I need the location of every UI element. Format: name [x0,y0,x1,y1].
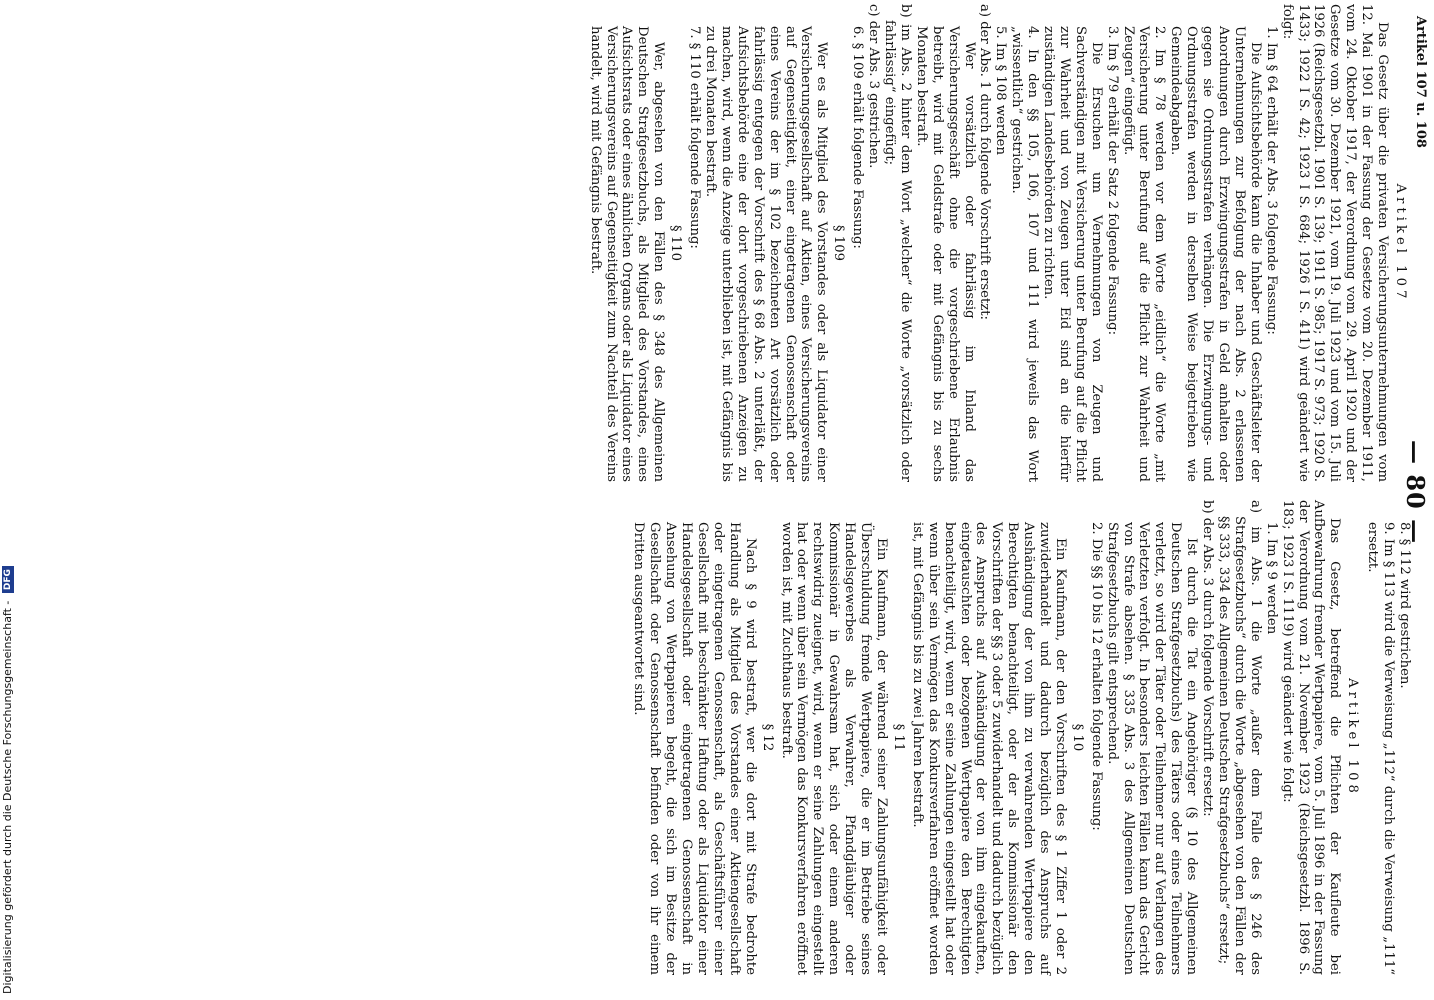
numbered-item: 2. Im § 78 werden vor dem Worte „eidlich“ die Worte „mit Versicherung unter Berufung auf die Pflicht zur Wahrheit und Zeugen“ eingefügt. [1120,26,1168,482]
quoted-provision: Wer es als Mitglied des Vorstandes oder als Liquidator einer Versicherungsgesellschaft auf Aktien, eines Versicherungsvereins auf Gegenseitigkeit, einer eingetragenen Genossenschaft oder eines Vereins der im § 102 bezeichneten Art vorsätzlich oder fahrlässig entgegen der Vorschrift des § 68 Abs. 2 unterläßt, der Aufsichtsbehörde eine der dort vorgeschriebenen Anzeigen zu machen, wird, wenn die Anzeige unterblieben ist, mit Gefängnis bis zu drei Monaten bestraft. [703,26,830,482]
sub-item: a) der Abs. 1 durch folgende Vorschrift ersetzt: [977,4,993,320]
numbered-item: 8. § 112 wird gestrichen. [1397,522,1412,689]
numbered-item: 9. Im § 113 wird die Verweisung „112“ durch die Verweisung „111“ ersetzt. [1365,522,1397,975]
quoted-provision: Wer vorsätzlich oder fahrlässig im Inland das Versicherungsgeschäft ohne die vorgeschriebene Erlaubnis betreibt, wird mit Geldstrafe oder mit Gefängnis bis zu sechs Monaten bestraft. [913,26,977,482]
section-heading: § 12 [759,723,775,752]
quoted-provision: Wer, abgesehen von den Fällen des § 348 des Allgemeinen Deutschen Strafgesetzbuchs, als Mitglied des Vorstandes, eines Aufsichtsrats oder eines ähnlichen Organs oder als Liquidator eines Versicherungsvereins auf Gegenseitigkeit zum Nachteil des Vereins handelt, wird mit Gefängnis bestraft. [587,26,667,482]
digitization-footer [0,0,16,1000]
numbered-item: 6. § 109 erhält folgende Fassung: [850,26,866,249]
left-column [587,4,1412,482]
footer-text: Digitalisierung gefördert durch die Deutsche Forschungsgemeinschaft - [1,600,14,994]
right-column [631,500,1413,975]
quoted-provision: Die Ersuchen um Vernehmungen von Zeugen und Sachverständigen mit Versicherung unter Berufung auf die Pflicht zur Wahrheit und von Zeugen unter Eid sind an die hierfür zuständigen Landesbehörden zu richten. [1041,26,1104,482]
paragraph: Das Gesetz über die privaten Versicherungsunternehmungen vom 12. Mai 1901 in der Fassung der Gesetze vom 20. Dezember 1911, vom 24. Oktober 1917, der Verordnung vom 29. April 1920 und der Gesetze vom 30. Dezember 1921, vom 19. Juli 1923 und vom 15. Juli 1926 (Reichsgesetzbl. 1901 S. 139; 1911 S. 985; 1917 S. 973; 1920 S. 1433; 1922 I S. 42; 1923 I S. 684; 1926 I S. 411) wird geändert wie folgt: [1279,4,1391,482]
numbered-item: 1. Im § 9 werden [1263,522,1279,635]
sub-item: b) im Abs. 2 hinter dem Wort „welcher“ die Worte „vorsätzlich oder fahrlässig“ eingefügt; [882,4,913,482]
dfg-logo: DFG [2,566,14,593]
numbered-item: 1. Im § 64 erhält der Abs. 3 folgende Fassung: [1263,26,1279,335]
quoted-provision: Nach § 9 wird bestraft, wer die dort mit Strafe bedrohte Handlung als Mitglied des Vorstandes einer Aktiengesellschaft oder eingetragenen Genossenschaft, als Geschäftsführer einer Gesellschaft mit beschränkter Haftung oder als Liquidator einer Handelsgesellschaft oder eingetragenen Genossenschaft in Ansehung von Wertpapieren begeht, die sich im Besitze der Gesellschaft oder Genossenschaft befinden oder von ihr einem Dritten ausgeantwortet sind. [631,522,758,975]
article-heading: Artikel 108 [1345,678,1361,797]
numbered-item: 5. Im § 108 werden [993,26,1009,155]
sub-item: b) der Abs. 3 durch folgende Vorschrift ersetzt: [1200,500,1216,817]
section-heading: § 110 [668,225,684,261]
quoted-provision: Ist durch die Tat ein Angehöriger (§ 10 des Allgemeinen Deutschen Strafgesetzbuchs) des Täters oder eines Teilnehmers verletzt, so wird der Täter oder Teilnehmer nur auf Verlangen des Verletzten verfolgt. In besonders leichten Fällen kann das Gericht von Strafe absehen. § 335 Abs. 3 des Allgemeinen Deutschen Strafgesetzbuchs gilt entsprechend. [1104,522,1200,975]
quoted-provision: Ein Kaufmann, der den Vorschriften des § 1 Ziffer 1 oder 2 zuwiderhandelt und dadurch bezüglich des Anspruchs auf Aushändigung der von ihm zu verwahrenden Wertpapiere den Berechtigten benachteiligt, oder der als Kommissionär den Vorschriften der §§ 3 oder 5 zuwiderhandelt und dadurch bezüglich des Anspruchs auf Aushändigung der von ihm eingekauften, eingetauschten oder bezogenen Wertpapiere den Berechtigten benachteiligt, wird, wenn er seine Zahlungen eingestellt hat oder wenn über sein Vermögen das Konkursverfahren eröffnet worden ist, mit Gefängnis bis zu zwei Jahren bestraft. [909,522,1068,975]
section-heading: § 10 [1069,723,1085,752]
numbered-item: 4. In den §§ 105, 106, 107 und 111 wird jeweils das Wort „wissentlich“ gestrichen. [1009,26,1041,482]
numbered-item: 3. Im § 79 erhält der Satz 2 folgende Fassung: [1104,26,1120,336]
numbered-item: 2. Die §§ 10 bis 12 erhalten folgende Fassung: [1088,522,1104,831]
paragraph: Das Gesetz, betreffend die Pflichten der Kaufleute bei Aufbewahrung fremder Wertpapiere, vom 5. Juli 1896 in der Fassung der Verordnung vom 21. November 1923 (Reichsgesetzbl. 1896 S. 183; 1923 I S. 1119) wird geändert wie folgt: [1279,500,1343,975]
article-heading: Artikel 107 [1393,183,1408,303]
numbered-item: 7. § 110 erhält folgende Fassung: [687,26,703,249]
page-number: — 80 — [1401,440,1430,545]
quoted-provision: Ein Kaufmann, der während seiner Zahlungsunfähigkeit oder Überschuldung fremde Wertpapiere, die er im Betriebe seines Handelsgewerbes als Verwahrer, Pfandgläubiger oder Kommissionär in Gewahrsam hat, sich oder einem anderen rechtswidrig zueignet, wird, wenn er seine Zahlungen eingestellt hat oder wenn über sein Vermögen das Konkursverfahren eröffnet worden ist, mit Zuchthaus bestraft. [778,522,889,975]
section-heading: § 11 [890,723,906,752]
quoted-provision: Die Aufsichtsbehörde kann die Inhaber und Geschäftsleiter der Unternehmungen zur Befolgung der nach Abs. 2 erlassenen Anordnungen durch Erzwingungsstrafen in Geld anhalten oder gegen sie Ordnungsstrafen verhängen. Die Erzwingungs- und Ordnungsstrafen werden in derselben Weise beigetrieben wie Gemeindeabgaben. [1168,26,1263,482]
section-heading: § 109 [831,225,847,261]
sub-item: c) der Abs. 3 gestrichen. [866,4,882,169]
sub-item: a) im Abs. 1 die Worte „außer dem Falle des § 246 des Strafgesetzbuchs“ durch die Worte „abgesehen von den Fällen der §§ 333, 334 des Allgemeinen Deutschen Strafgesetzbuchs“ ersetzt; [1216,500,1263,975]
running-header: Artikel 107 u. 108 [1413,16,1428,148]
